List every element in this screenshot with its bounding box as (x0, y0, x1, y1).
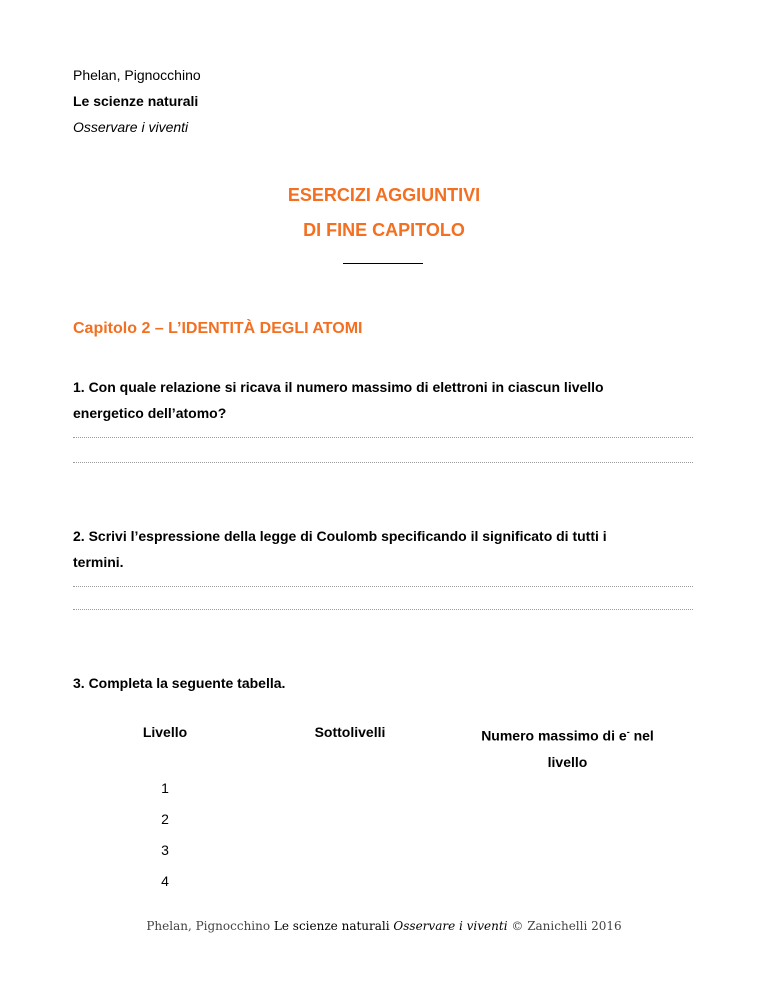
footer-authors: Phelan, Pignocchino (146, 919, 271, 933)
question-2-line2: termini. (73, 554, 124, 570)
question-3-line1: 3. Completa la seguente tabella. (73, 675, 286, 691)
question-1-line2: energetico dell’atomo? (73, 405, 227, 421)
question-1-line1: 1. Con quale relazione si ricava il numero massimo di elettroni in ciascun livello (73, 379, 604, 395)
table-row-level-3: 3 (161, 842, 169, 858)
footer-book-subtitle: Osservare i viventi (393, 919, 508, 933)
question-3 (73, 670, 693, 696)
table-row-level-2: 2 (161, 811, 169, 827)
chapter-title: Capitolo 2 – L’IDENTITÀ DEGLI ATOMI (73, 320, 363, 337)
table-header-nel-text: nel (629, 727, 654, 744)
answer-line-2b[interactable] (73, 609, 693, 610)
question-2-line1: 2. Scrivi l’espressione della legge di Coulomb specificando il significato di tutti i (73, 528, 607, 544)
table-row-level-4: 4 (161, 873, 169, 889)
main-title-line1: ESERCIZI AGGIUNTIVI (287, 185, 481, 205)
table-header-numero-text: Numero massimo di e (481, 727, 627, 744)
table-header-numero-massimo (455, 719, 680, 775)
answer-line-1b[interactable] (73, 462, 693, 463)
table-header-sottolivelli: Sottolivelli (314, 724, 386, 740)
table-header-numero-line2: livello (547, 753, 588, 770)
question-1 (73, 374, 693, 426)
footer-book-title: Le scienze naturali (273, 919, 390, 933)
table-row-level-1: 1 (161, 780, 169, 796)
table-header-superscript: - (626, 727, 630, 737)
title-divider (343, 263, 423, 264)
answer-line-1a[interactable] (73, 437, 693, 438)
header-book-subtitle: Osservare i viventi (73, 119, 189, 135)
answer-line-2a[interactable] (73, 586, 693, 587)
header-book-title: Le scienze naturali (73, 93, 199, 109)
question-2 (73, 523, 693, 575)
header-authors: Phelan, Pignocchino (73, 67, 201, 83)
footer-copyright: © Zanichelli 2016 (511, 919, 622, 933)
table-header-livello: Livello (142, 724, 188, 740)
page-footer (0, 918, 768, 934)
main-title-line2: DI FINE CAPITOLO (303, 220, 465, 240)
